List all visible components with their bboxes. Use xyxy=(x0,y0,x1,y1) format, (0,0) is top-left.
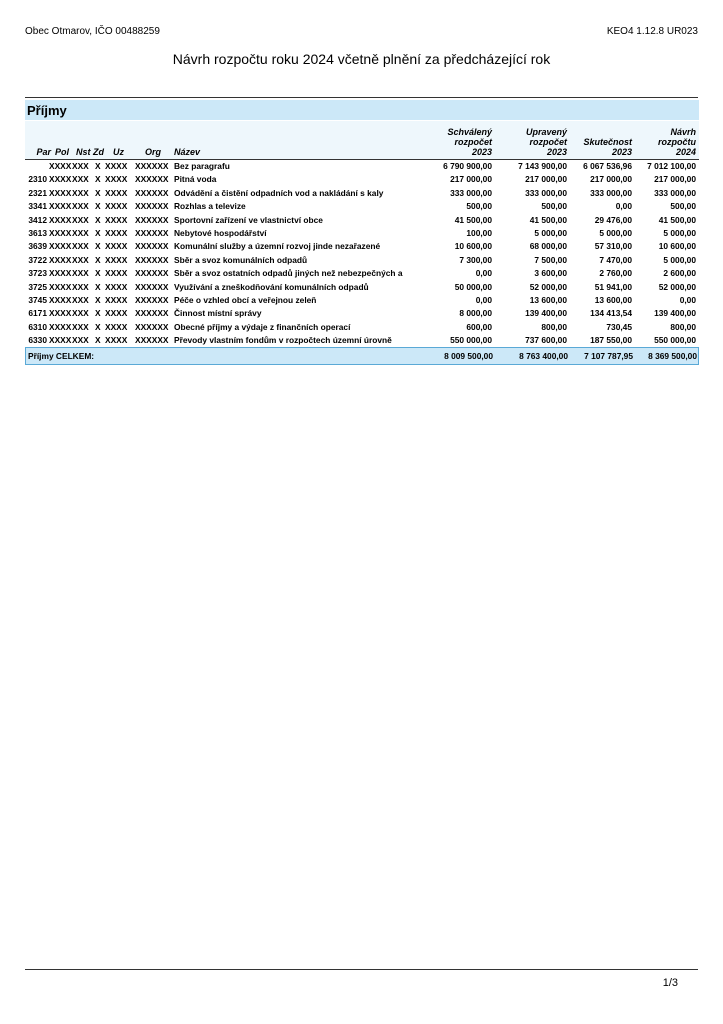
total-row xyxy=(25,347,699,365)
cell-nst: XXX xyxy=(72,281,89,292)
cell-navrh: 2 600,00 xyxy=(663,268,696,279)
cell-schvaleny: 6 790 900,00 xyxy=(443,161,492,171)
cell-zd: X xyxy=(95,241,101,252)
cell-schvaleny: 333 000,00 xyxy=(450,187,492,198)
col-header-line: Skutečnost xyxy=(583,137,632,147)
cell-uz: XXXX xyxy=(105,308,128,319)
cell-skutecnost: 51 941,00 xyxy=(594,281,632,292)
cell-schvaleny: 550 000,00 xyxy=(450,335,492,346)
cell-uz: XXXX xyxy=(105,268,128,279)
cell-uz: XXXX xyxy=(105,281,128,292)
cell-schvaleny: 600,00 xyxy=(466,321,492,332)
cell-zd: X xyxy=(95,227,101,238)
cell-par: 3723 xyxy=(28,268,47,279)
col-header-line: Schválený xyxy=(447,127,492,137)
cell-schvaleny: 100,00 xyxy=(466,227,492,238)
cell-nst: XXX xyxy=(72,308,89,319)
cell-par: 3725 xyxy=(28,281,47,292)
cell-schvaleny: 0,00 xyxy=(475,268,492,279)
cell-nazev: Komunální služby a územní rozvoj jinde nezařazené xyxy=(174,241,381,252)
cell-zd: X xyxy=(95,187,101,198)
cell-pol: XXXX xyxy=(49,308,72,319)
cell-par: 3745 xyxy=(28,294,47,305)
cell-schvaleny: 7 300,00 xyxy=(459,254,492,265)
cell-upraveny: 737 600,00 xyxy=(525,335,567,346)
cell-navrh: 333 000,00 xyxy=(654,187,696,198)
cell-org: XXXXXX xyxy=(135,268,169,279)
col-header-nst: Nst xyxy=(76,147,91,157)
cell-nst: XXX xyxy=(72,268,89,279)
cell-navrh: 800,00 xyxy=(670,321,696,332)
cell-org: XXXXXX xyxy=(135,308,169,319)
table-row xyxy=(25,200,699,213)
cell-zd: X xyxy=(95,268,101,279)
cell-org: XXXXXX xyxy=(135,187,169,198)
cell-org: XXXXXX xyxy=(135,254,169,265)
cell-skutecnost: 2 760,00 xyxy=(599,268,632,279)
cell-schvaleny: 50 000,00 xyxy=(454,281,492,292)
cell-pol: XXXX xyxy=(49,268,72,279)
cell-skutecnost: 6 067 536,96 xyxy=(583,161,632,171)
cell-skutecnost: 29 476,00 xyxy=(594,214,632,225)
cell-zd: X xyxy=(95,174,101,185)
table-row xyxy=(25,187,699,200)
cell-schvaleny: 500,00 xyxy=(466,201,492,212)
cell-nst: XXX xyxy=(72,227,89,238)
cell-schvaleny: 0,00 xyxy=(475,294,492,305)
cell-uz: XXXX xyxy=(105,201,128,212)
table-row xyxy=(25,307,699,320)
cell-nazev: Bez paragrafu xyxy=(174,161,230,171)
cell-nazev: Péče o vzhled obcí a veřejnou zeleň xyxy=(174,294,317,305)
cell-org: XXXXXX xyxy=(135,294,169,305)
table-row xyxy=(25,160,699,173)
table-row xyxy=(25,334,699,347)
cell-pol: XXXX xyxy=(49,294,72,305)
cell-uz: XXXX xyxy=(105,227,128,238)
total-label: Příjmy CELKEM: xyxy=(28,351,95,361)
cell-org: XXXXXX xyxy=(135,227,169,238)
cell-org: XXXXXX xyxy=(135,201,169,212)
total-upraveny: 8 763 400,00 xyxy=(519,351,568,361)
cell-navrh: 5 000,00 xyxy=(663,227,696,238)
cell-nst: XXX xyxy=(72,254,89,265)
cell-pol: XXXX xyxy=(49,201,72,212)
cell-nazev: Nebytové hospodářství xyxy=(174,227,267,238)
cell-nst: XXX xyxy=(72,201,89,212)
cell-navrh: 0,00 xyxy=(679,294,696,305)
table-row xyxy=(25,214,699,227)
col-header-line: 2023 xyxy=(546,147,567,157)
col-header-skutecnost xyxy=(565,137,632,157)
cell-org: XXXXXX xyxy=(135,321,169,332)
cell-schvaleny: 10 600,00 xyxy=(454,241,492,252)
cell-skutecnost: 5 000,00 xyxy=(599,227,632,238)
cell-par: 2321 xyxy=(28,187,47,198)
col-header-line: 2024 xyxy=(675,147,696,157)
table-row xyxy=(25,321,699,334)
table-row xyxy=(25,173,699,186)
col-header-line: Návrh xyxy=(670,127,696,137)
report-code: KEO4 1.12.8 UR023 xyxy=(606,26,698,37)
table-header xyxy=(25,121,699,159)
cell-upraveny: 68 000,00 xyxy=(529,241,567,252)
cell-org: XXXXXX xyxy=(135,174,169,185)
col-header-line: Upravený xyxy=(525,127,567,137)
cell-pol: XXXX xyxy=(49,321,72,332)
cell-par: 6330 xyxy=(28,335,47,346)
col-header-pol: Pol xyxy=(55,147,70,157)
table-row xyxy=(25,227,699,240)
cell-nazev: Sběr a svoz komunálních odpadů xyxy=(174,254,308,265)
cell-navrh: 139 400,00 xyxy=(654,308,696,319)
col-header-par: Par xyxy=(36,147,51,157)
cell-par: 3341 xyxy=(28,201,47,212)
cell-org: XXXXXX xyxy=(135,214,169,225)
cell-upraveny: 800,00 xyxy=(541,321,567,332)
cell-navrh: 41 500,00 xyxy=(658,214,696,225)
cell-navrh: 52 000,00 xyxy=(658,281,696,292)
col-header-schvaleny xyxy=(425,127,492,157)
cell-upraveny: 500,00 xyxy=(541,201,567,212)
col-header-line: rozpočtu xyxy=(658,137,696,147)
cell-skutecnost: 7 470,00 xyxy=(599,254,632,265)
cell-par: 6171 xyxy=(28,308,47,319)
cell-zd: X xyxy=(95,214,101,225)
cell-upraveny: 13 600,00 xyxy=(529,294,567,305)
cell-par: 2310 xyxy=(28,174,47,185)
total-navrh: 8 369 500,00 xyxy=(648,351,697,361)
cell-nazev: Obecné příjmy a výdaje z finančních operací xyxy=(174,321,351,332)
cell-zd: X xyxy=(95,201,101,212)
cell-nazev: Sportovní zařízení ve vlastnictví obce xyxy=(174,214,323,225)
cell-org: XXXXXX xyxy=(135,281,169,292)
cell-uz: XXXX xyxy=(105,335,128,346)
cell-skutecnost: 333 000,00 xyxy=(590,187,632,198)
cell-upraveny: 7 143 900,00 xyxy=(518,161,567,171)
cell-par: 3722 xyxy=(28,254,47,265)
cell-nst: XXX xyxy=(72,161,89,171)
table-row xyxy=(25,294,699,307)
cell-par: 3613 xyxy=(28,227,47,238)
cell-zd: X xyxy=(95,161,101,171)
cell-zd: X xyxy=(95,294,101,305)
cell-par: 6310 xyxy=(28,321,47,332)
cell-skutecnost: 57 310,00 xyxy=(594,241,632,252)
cell-org: XXXXXX xyxy=(135,335,169,346)
cell-uz: XXXX xyxy=(105,321,128,332)
cell-upraveny: 217 000,00 xyxy=(525,174,567,185)
cell-nst: XXX xyxy=(72,187,89,198)
table-row xyxy=(25,267,699,280)
table-row xyxy=(25,281,699,294)
organization-name: Obec Otmarov, IČO 00488259 xyxy=(25,26,160,37)
cell-nazev: Pitná voda xyxy=(174,174,217,185)
col-header-nazev: Název xyxy=(174,147,201,157)
cell-nazev: Sběr a svoz ostatních odpadů jiných než nebezpečných a xyxy=(174,268,403,279)
cell-pol: XXXX xyxy=(49,187,72,198)
cell-pol: XXXX xyxy=(49,241,72,252)
total-schvaleny: 8 009 500,00 xyxy=(444,351,493,361)
cell-pol: XXXX xyxy=(49,227,72,238)
cell-zd: X xyxy=(95,335,101,346)
cell-zd: X xyxy=(95,321,101,332)
cell-upraveny: 52 000,00 xyxy=(529,281,567,292)
cell-nazev: Převody vlastním fondům v rozpočtech územní úrovně xyxy=(174,335,392,346)
cell-pol: XXXX xyxy=(49,214,72,225)
cell-nst: XXX xyxy=(72,174,89,185)
cell-nazev: Činnost místní správy xyxy=(174,308,262,319)
cell-skutecnost: 187 550,00 xyxy=(590,335,632,346)
footer-divider xyxy=(25,969,698,970)
header-divider xyxy=(25,97,698,98)
cell-nazev: Využívání a zneškodňování komunálních odpadů xyxy=(174,281,369,292)
cell-upraveny: 41 500,00 xyxy=(529,214,567,225)
cell-uz: XXXX xyxy=(105,294,128,305)
cell-pol: XXXX xyxy=(49,174,72,185)
cell-navrh: 550 000,00 xyxy=(654,335,696,346)
cell-navrh: 500,00 xyxy=(670,201,696,212)
cell-upraveny: 139 400,00 xyxy=(525,308,567,319)
col-header-uz: Uz xyxy=(113,147,124,157)
col-header-line: rozpočet xyxy=(454,137,492,147)
cell-uz: XXXX xyxy=(105,161,128,171)
cell-skutecnost: 13 600,00 xyxy=(594,294,632,305)
cell-uz: XXXX xyxy=(105,174,128,185)
cell-navrh: 217 000,00 xyxy=(654,174,696,185)
section-title: Příjmy xyxy=(25,100,699,120)
cell-uz: XXXX xyxy=(105,214,128,225)
cell-upraveny: 3 600,00 xyxy=(534,268,567,279)
cell-pol: XXXX xyxy=(49,161,72,171)
cell-par: 3639 xyxy=(28,241,47,252)
cell-pol: XXXX xyxy=(49,335,72,346)
cell-zd: X xyxy=(95,254,101,265)
cell-upraveny: 7 500,00 xyxy=(534,254,567,265)
table-body xyxy=(25,160,699,347)
cell-skutecnost: 0,00 xyxy=(615,201,632,212)
cell-nazev: Rozhlas a televize xyxy=(174,201,246,212)
col-header-line: rozpočet xyxy=(529,137,567,147)
table-row xyxy=(25,240,699,253)
cell-nazev: Odvádění a čistění odpadních vod a nakládání s kaly xyxy=(174,187,384,198)
cell-schvaleny: 217 000,00 xyxy=(450,174,492,185)
col-header-zd: Zd xyxy=(93,147,104,157)
page-title: Návrh rozpočtu roku 2024 včetně plnění za předcházející rok xyxy=(172,51,551,67)
cell-uz: XXXX xyxy=(105,254,128,265)
cell-schvaleny: 8 000,00 xyxy=(459,308,492,319)
cell-upraveny: 333 000,00 xyxy=(525,187,567,198)
cell-org: XXXXXX xyxy=(135,161,169,171)
cell-nst: XXX xyxy=(72,214,89,225)
cell-skutecnost: 217 000,00 xyxy=(590,174,632,185)
cell-navrh: 10 600,00 xyxy=(658,241,696,252)
cell-nst: XXX xyxy=(72,335,89,346)
cell-navrh: 7 012 100,00 xyxy=(647,161,696,171)
col-header-line: 2023 xyxy=(471,147,492,157)
col-header-upraveny xyxy=(500,127,567,157)
col-header-org: Org xyxy=(145,147,162,157)
cell-nst: XXX xyxy=(72,321,89,332)
cell-uz: XXXX xyxy=(105,187,128,198)
cell-pol: XXXX xyxy=(49,281,72,292)
cell-skutecnost: 134 413,54 xyxy=(590,308,632,319)
cell-par: 3412 xyxy=(28,214,47,225)
table-row xyxy=(25,254,699,267)
col-header-line: 2023 xyxy=(611,147,632,157)
page-number: 1/3 xyxy=(662,977,678,989)
cell-zd: X xyxy=(95,308,101,319)
cell-skutecnost: 730,45 xyxy=(606,321,632,332)
cell-upraveny: 5 000,00 xyxy=(534,227,567,238)
cell-uz: XXXX xyxy=(105,241,128,252)
cell-navrh: 5 000,00 xyxy=(663,254,696,265)
cell-org: XXXXXX xyxy=(135,241,169,252)
cell-zd: X xyxy=(95,281,101,292)
total-skutecnost: 7 107 787,95 xyxy=(584,351,633,361)
cell-nst: XXX xyxy=(72,294,89,305)
cell-pol: XXXX xyxy=(49,254,72,265)
cell-schvaleny: 41 500,00 xyxy=(454,214,492,225)
cell-nst: XXX xyxy=(72,241,89,252)
col-header-navrh xyxy=(629,127,696,157)
